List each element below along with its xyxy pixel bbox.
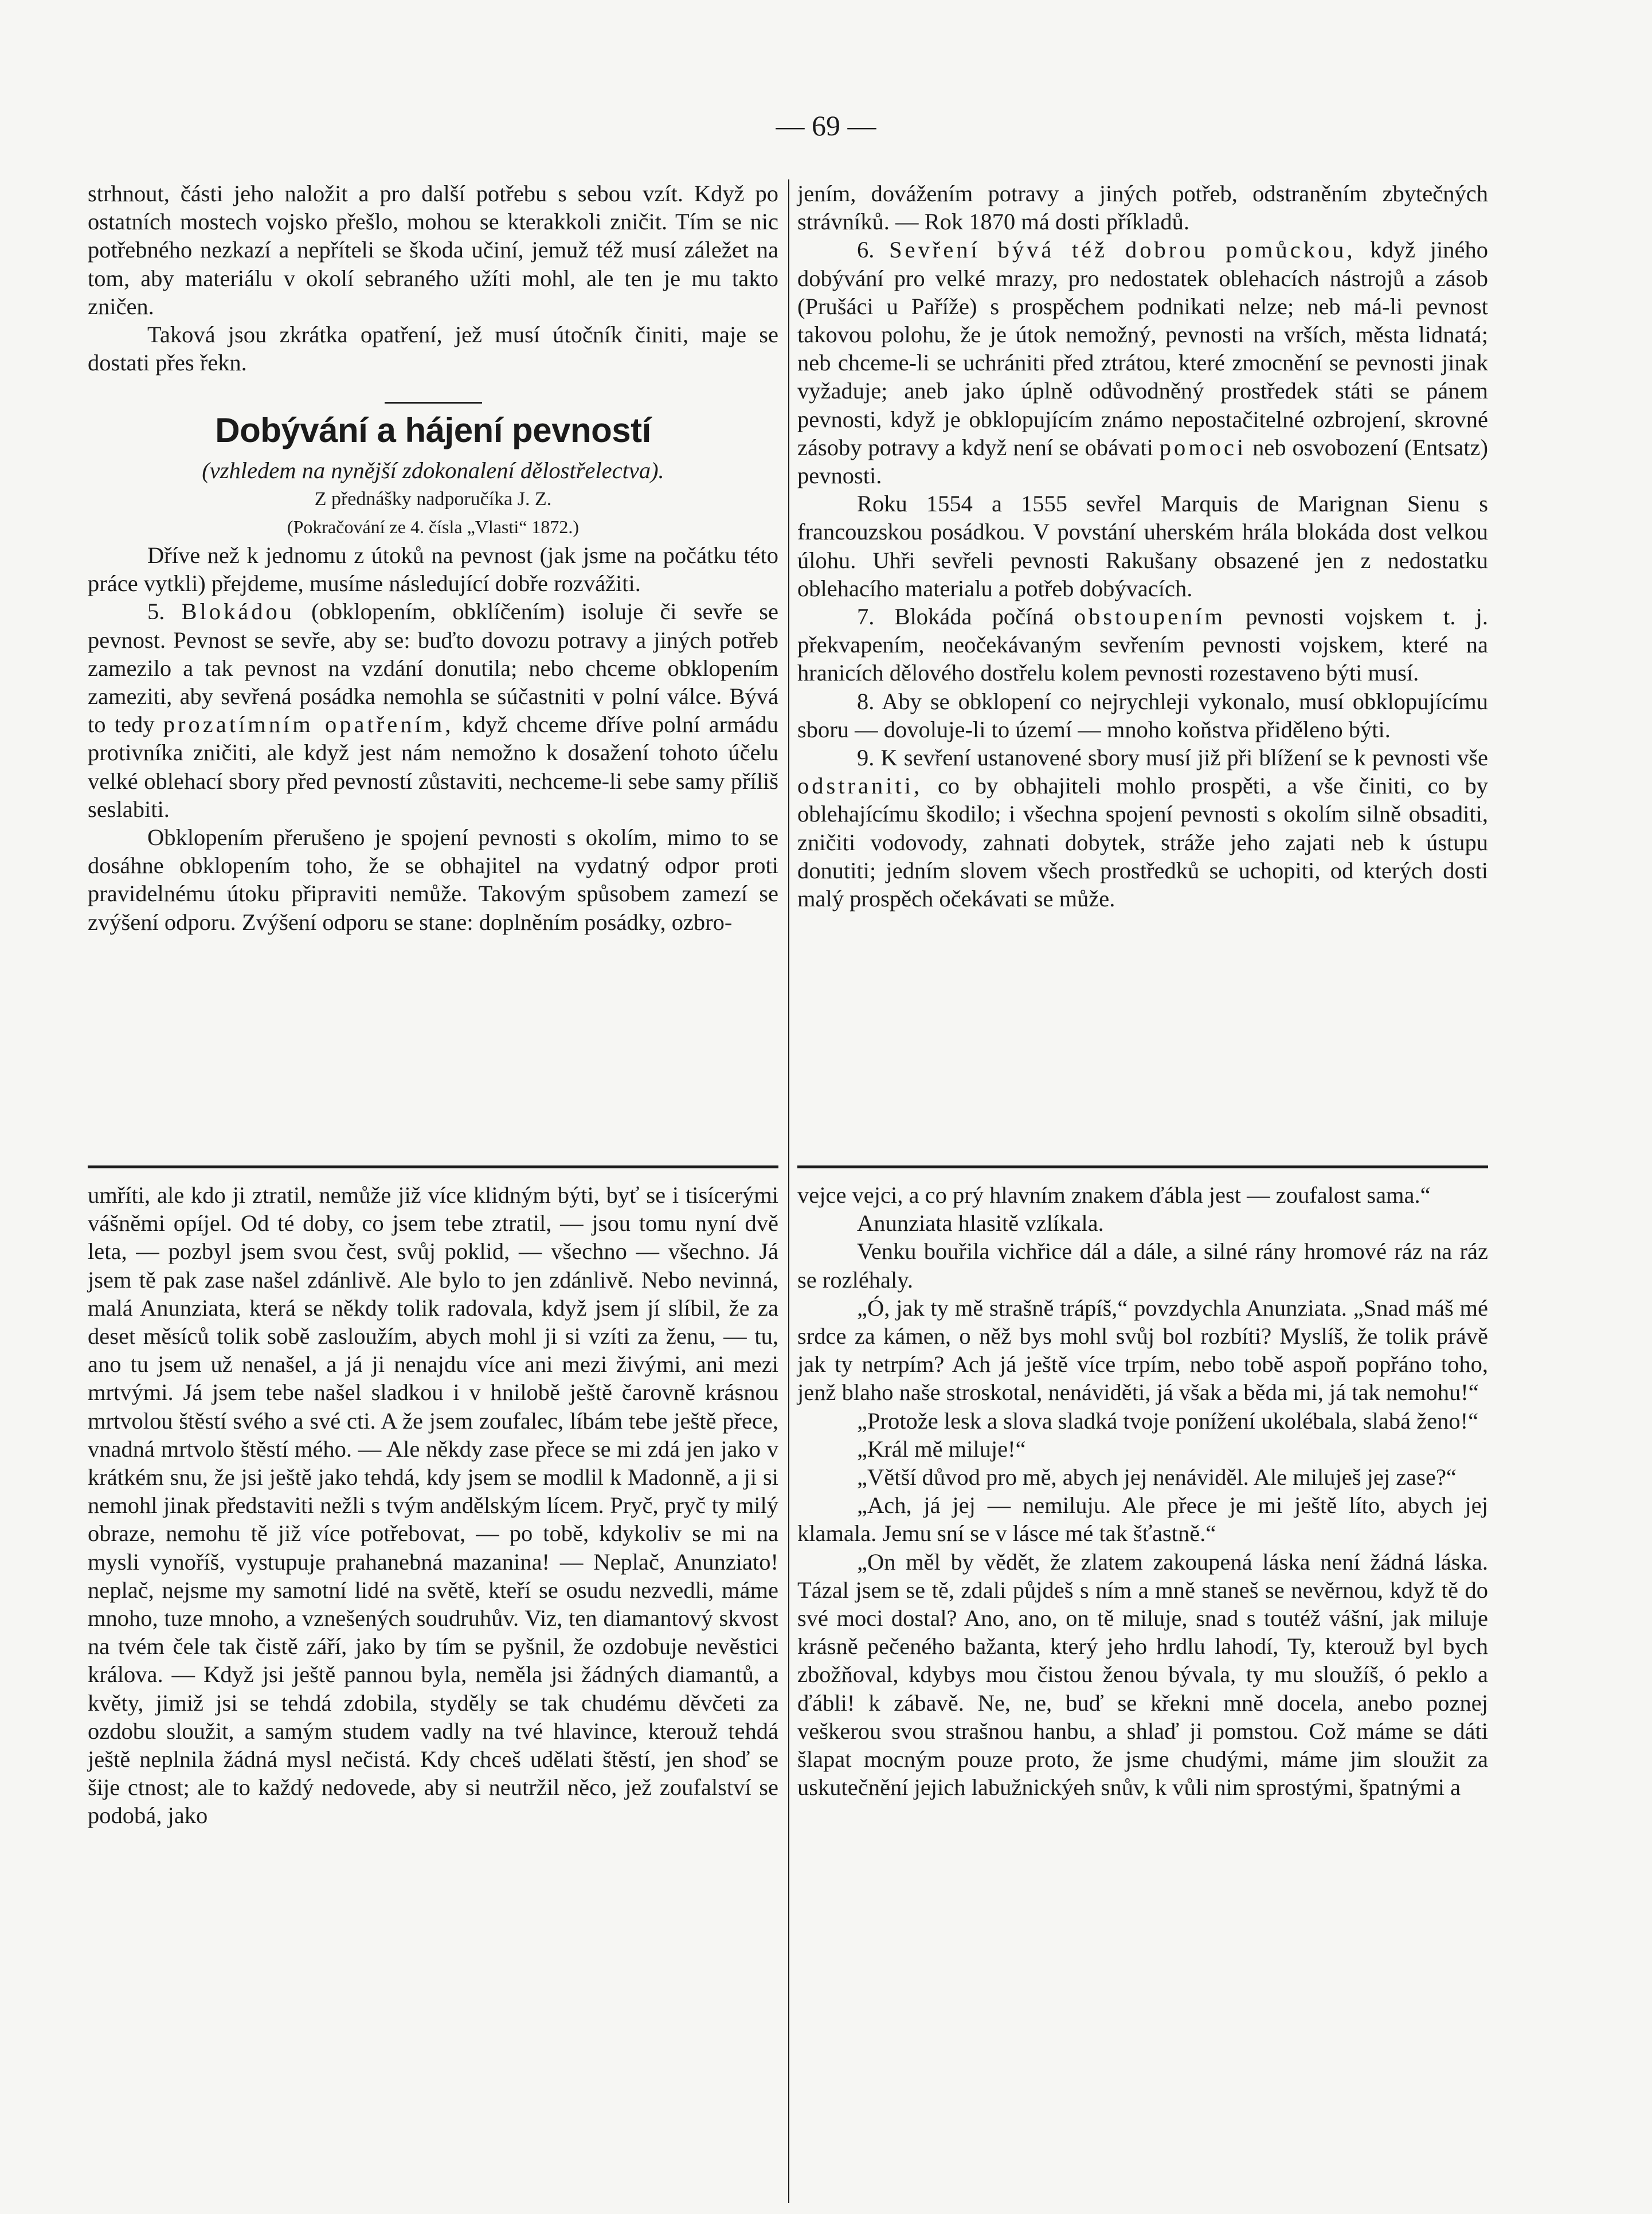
article-source: Z přednášky nadporučíka J. Z.: [314, 488, 552, 510]
emphasis: obstoupením: [1074, 604, 1226, 630]
article-column-left: [88, 179, 778, 1157]
emphasis: pomoci: [1159, 434, 1247, 460]
section-rule-right: [797, 1165, 1488, 1168]
section-rule-left: [88, 1165, 778, 1168]
paragraph: Dříve než k jednomu z útoků na pevnost (jak jsme na počátku této práce vytkli) přejdeme, musíme následující dobře rozvážiti.: [88, 542, 778, 597]
story-column-left: [88, 1181, 778, 2190]
text: když chceme dříve polní armádu protivníka zničiti, ale když jest nám nemožno k dosažení tohoto účelu velké oblehací sbory před pevností zůstaviti, nechceme-li sebe samy příliš seslabiti.: [88, 711, 779, 822]
paragraph: „Král mě miluje!“: [857, 1435, 1026, 1462]
paragraph: Taková jsou zkrátka opatření, jež musí útočník činiti, maje se dostati přes řekn.: [88, 322, 778, 376]
text: (obklopením, obklíčením) isoluje či sevře se pevnost. Pevnost se sevře, aby se: buďto dovozu potravy a jiných potřeb zamezilo a tak pevnost na vzdání donutila; nebo chceme obklopením zameziti, aby sevřená posádka nemohla se súčastniti v polní válce. Bývá to tedy: [88, 599, 779, 738]
paragraph: umříti, ale kdo ji ztratil, nemůže již více klidným býti, byť se i tisícerými vášněmi opíjel. Od té doby, co jsem tebe ztratil, — jsou tomu nyní dvě leta, — pozbyl jsem svou čest, svůj poklid, — všechno — všechno. Já jsem tě pak zase našel zdánlivě. Ale bylo to jen zdánlivě. Nebo nevinná, malá Anunziata, která se někdy tolik radovala, když jsem jí slíbil, že za deset měsíců tolik sobě zasloužím, abych mohl ji si vzíti za ženu, — tu, ano tu jsem už nenašel, a já ji nenajdu více ani mezi živými, ani mezi mrtvými. Já jsem tebe našel sladkou i v hnilobě ještě čarovně krásnou mrtvolou štěstí svého a své cti. A že jsem zoufalec, líbám tebe ještě přece, vnadná mrtvolo štěstí mého. — Ale někdy zase přece se mi zdá jen jako v krátkém snu, že jsi ještě jako tehdá, kdy jsem se modlil k Madonně, a ji si nemohl jinak představiti nežli s tvým andělským lícem. Pryč, pryč ty milý obraze, nemohu tě již více potřebovat, — po tobě, kdykoliv se mi na mysli vynoříš, vystupuje prahanebná mazanina! — Neplač, Anunziato! neplač, nejsme my samotní lidé na světě, kteří se osudu nezvedli, máme mnoho, tuze mnoho, a vznešených soudruhův. Viz, ten diamantový skvost na tvém čele tak čistě září, jako by tím se pyšnil, že ozdobuje nevěstici králova. — Když jsi ještě pannou byla, neměla jsi žádných diamantů, a květy, jimiž jsi se tehdá zdobila, styděly se tak chudému děvčeti za ozdobu sloužit, a samým studem vadly na tvé hlavince, kterouž tehdá ještě neplnila žádná mysl nečistá. Kdy chceš udělati štěstí, jen shoď se šije ctnost; ale to každý nedovede, aby si neutržil něco, jež zoufalství se podobá, jako: [88, 1182, 778, 1829]
paragraph: Venku bouřila vichřice dál a dále, a silné rány hromové ráz na ráz se rozléhaly.: [797, 1238, 1488, 1293]
text: 9. K sevření ustanovené sbory musí již při blížení se k pevnosti vše: [857, 745, 1488, 771]
column-divider: [788, 179, 789, 2203]
paragraph: vejce vejci, a co prý hlavním znakem ďábla jest — zoufalost sama.“: [797, 1182, 1431, 1208]
paragraph: strhnout, části jeho naložit a pro další potřebu s sebou vzít. Když po ostatních mostech vojsko přešlo, mohou se kterakkoli zničit. Tím se nic potřebného nezkazí a nepříteli se škoda učiní, jemuž též musí záležet na tom, aby materiálu v okolí sebraného užíti mohl, ale ten je mu takto zničen.: [88, 181, 778, 319]
page-number: — 69 —: [776, 109, 876, 142]
text: 7. Blokáda počíná: [857, 604, 1054, 630]
emphasis: prozatímním opatřením,: [163, 711, 454, 738]
article-subtitle: (vzhledem na nynější zdokonalení dělostřelectva).: [202, 457, 664, 484]
continuation-note: (Pokračování ze 4. čísla „Vlasti“ 1872.): [287, 516, 580, 537]
paragraph: „Ach, já jej — nemiluju. Ale přece je mi ještě líto, abych jej klamala. Jemu sní se v lásce mé tak šťastně.“: [797, 1492, 1488, 1547]
divider: [385, 402, 482, 404]
article-title: Dobývání a hájení pevností: [215, 411, 651, 450]
text: když jiného dobývání pro velké mrazy, pro nedostatek oblehacích nástrojů a zásob (Prušáci u Paříže) s prospěchem podnikati nelze; neb má-li pevnost takovou polohu, že je útok nemožný, pevnosti na vrších, města lidnatá; neb chceme-li se uchrániti před ztrátou, které zmocnění se pevnosti jinak vyžaduje; aneb jako úplně odůvodněný prostředek státi se pánem pevnosti, když je obklopujícím známo nepostačitelné ozbrojení, skrovné zásoby potravy a když není se obávati: [797, 237, 1489, 460]
section-number: 6.: [857, 237, 875, 263]
section-number: 5.: [147, 599, 165, 625]
paragraph: jením, dovážením potravy a jiných potřeb, odstraněním zbytečných strávníků. — Rok 1870 má dosti příkladů.: [797, 181, 1488, 235]
paragraph: „Protože lesk a slova sladká tvoje ponížení ukolébala, slabá ženo!“: [857, 1407, 1479, 1434]
emphasis: odstraniti,: [797, 773, 923, 799]
paragraph: Obklopením přerušeno je spojení pevnosti s okolím, mimo to se dosáhne obklopením toho, že se obhajitel na vydatný odpor proti pravidelnému útoku připraviti nemůže. Takovým spůsobem zamezí se zvýšení odporu. Zvýšení odporu se stane: doplněním posádky, ozbro-: [88, 824, 778, 935]
text: neb osvobození (Entsatz) pevnosti.: [797, 434, 1489, 489]
paragraph: [797, 236, 1488, 490]
paragraph: Anunziata hlasitě vzlíkala.: [857, 1210, 1104, 1237]
paragraph: [88, 597, 778, 823]
paragraph: 8. Aby se obklopení co nejrychleji vykonalo, musí obklopujícímu sboru — dovoluje-li to území — mnoho koňstva přiděleno býti.: [797, 688, 1488, 742]
paragraph: Roku 1554 a 1555 sevřel Marquis de Marignan Sienu s francouzskou posádkou. V povstání uherském hrála blokáda dost velkou úlohu. Uhři sevřeli pevnosti Rakušany obsazené jen z nedostatku oblehacího materialu a potřeb dobývacích.: [797, 491, 1488, 601]
paragraph: „Větší důvod pro mě, abych jej nenáviděl. Ale miluješ jej zase?“: [857, 1464, 1457, 1491]
story-column-right: [797, 1181, 1488, 2190]
paragraph: [797, 603, 1488, 687]
paragraph: „On měl by vědět, že zlatem zakoupená láska není žádná láska. Tázal jsem se tě, zdali půjdeš s ním a mně staneš se nevěrnou, když tě do své moci dostal? Ano, ano, on tě miluje, snad s toutéž vášní, jak miluje krásně pečeného bažanta, který jeho hrdlu lahodí, Ty, kterouž byl bych zbožňoval, kdybys mou čistou ženou bývala, ty mu sloužíš, ó peklo a ďábli! k zábavě. Ne, ne, buď se křekni mně docela, anebo poznej veškerou svou strašnou hanbu, a shlaď ji pomstou. Což máme se dáti šlapat mocným pouze proto, že jsme chudými, máme jim sloužit za uskutečnění jejich labužnickýeh snův, k vůli nim sprostými, špatnými a: [797, 1548, 1488, 1801]
text: co by obhajiteli mohlo prospěti, a vše činiti, co by oblehajícímu škodilo; i všechna spojení pevnosti s okolím silně obsaditi, zničiti vodovody, zahnati dobytek, stráže jeho zajati neb k ústupu donutiti; jedním slovem všech prostředků se uchopiti, od kterých dosti malý prospěch očekávati se může.: [797, 773, 1488, 912]
text: pevnosti vojskem t. j. překvapením, neočekávaným sevřením pevnosti vojskem, které na hranicích dělového dostřelu kolem pevnosti rozestaveno býti musí.: [797, 604, 1488, 686]
paragraph: „Ó, jak ty mě strašně trápíš,“ povzdychla Anunziata. „Snad máš mé srdce za kámen, o něž bys mohl svůj bol rozbíti? Myslíš, že tolik právě jak ty netrpím? Ach já ještě více trpím, nebo tobě aspoň popřáno toho, jenž blaho naše stroskotal, nenáviděti, já však a běda mi, já tak nemohu!“: [797, 1294, 1488, 1406]
emphasis: Sevření bývá též dobrou pomůckou,: [889, 237, 1356, 263]
paragraph: [797, 744, 1488, 913]
article-column-right: [797, 179, 1488, 1157]
emphasis: Blokádou: [181, 599, 295, 625]
